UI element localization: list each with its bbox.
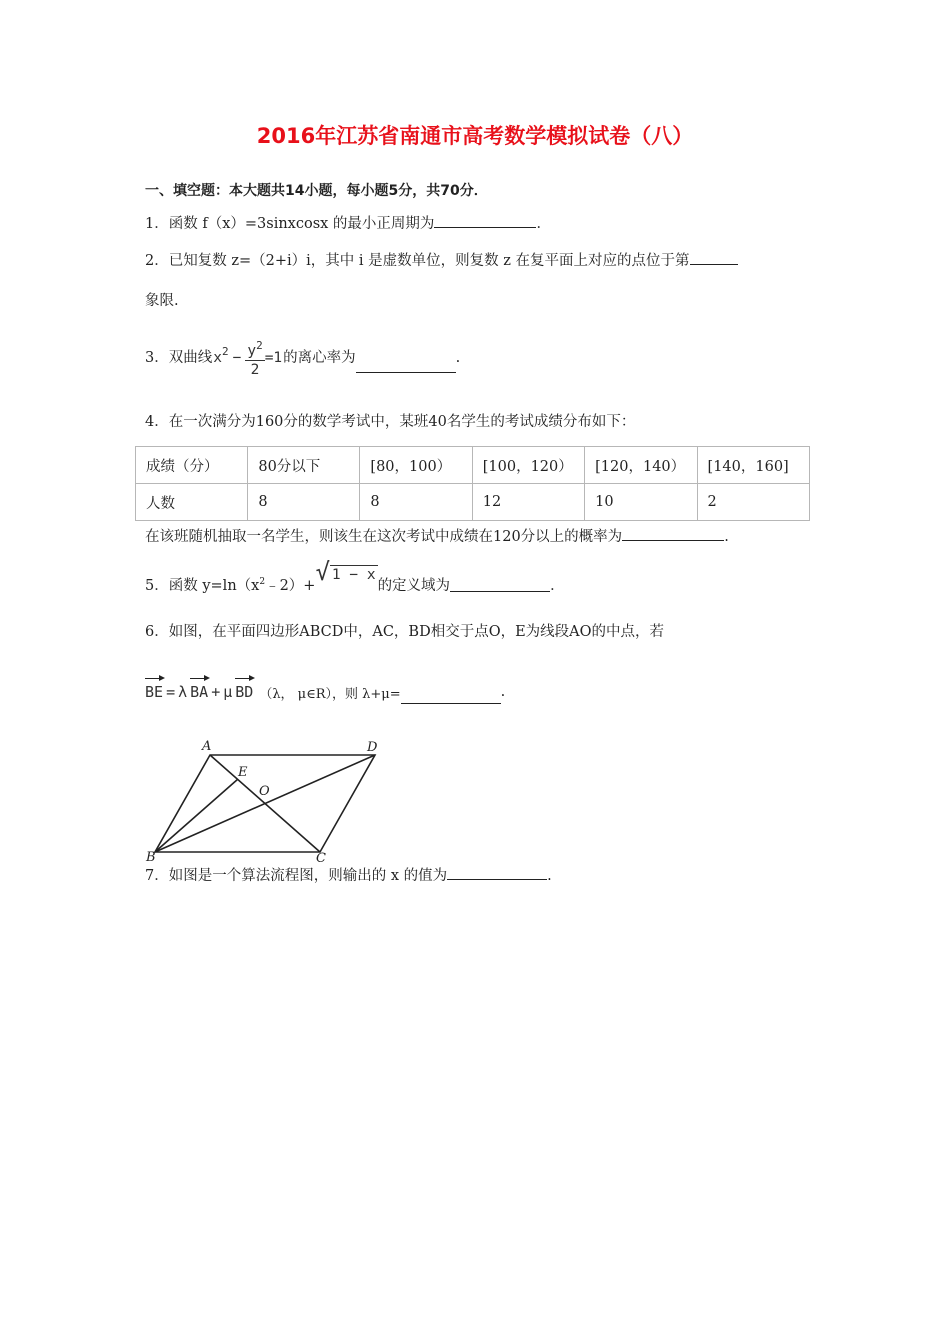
question-3 [145, 336, 460, 380]
period: . [455, 350, 461, 366]
table-cell: 10 [585, 484, 697, 521]
question-6-condition [145, 676, 505, 702]
answer-blank [447, 865, 547, 880]
period: ． [550, 578, 565, 594]
radical-sign: √ [315, 558, 330, 586]
label-c: C [316, 851, 326, 865]
question-text: 如图，在平面四边形ABCD中，AC，BD相交于点O，E为线段AO的中点，若 [168, 624, 665, 640]
period: . [547, 868, 552, 884]
text-part: ﹣2）+ [265, 578, 316, 594]
question-number: 1． [145, 216, 169, 232]
numerator-exponent: 2 [256, 339, 263, 353]
period: . [724, 529, 729, 545]
question-4-followup [145, 526, 729, 547]
table-row [136, 484, 810, 521]
question-text: 在该班随机抽取一名学生，则该生在这次考试中成绩在120分以上的概率为 [145, 529, 623, 545]
period: . [500, 684, 506, 700]
table-cell: 12 [472, 484, 584, 521]
answer-blank [690, 250, 738, 265]
equals-sign: = [166, 683, 176, 701]
exponent: 2 [259, 577, 266, 588]
formula-minus: − [232, 349, 242, 366]
question-text-suffix: 的定义域为 [377, 578, 451, 594]
table-cell: [100，120） [472, 447, 584, 484]
vector-equation [145, 676, 253, 702]
question-2 [145, 250, 738, 271]
question-number: 7． [145, 868, 169, 884]
table-cell: [140，160] [697, 447, 809, 484]
plus-sign: + [211, 683, 221, 701]
question-4 [145, 412, 635, 432]
question-number: 5． [145, 578, 169, 594]
question-6 [145, 622, 664, 642]
answer-blank [434, 213, 536, 228]
label-a: A [202, 739, 212, 754]
formula-x: x [213, 349, 222, 366]
label-b: B [146, 850, 156, 865]
question-number: 3． [145, 350, 169, 366]
table-row [136, 447, 810, 484]
table-cell: 8 [360, 484, 472, 521]
section-header: 一、填空题：本大题共14小题，每小题5分，共70分． [145, 183, 488, 199]
fraction-numerator: y [247, 342, 257, 359]
vector-bd: BD [235, 676, 253, 702]
question-1 [145, 213, 551, 234]
answer-blank [401, 689, 501, 704]
table-cell: [120，140） [585, 447, 697, 484]
answer-blank [356, 358, 456, 373]
question-7 [145, 865, 552, 886]
radicand: 1 − x [331, 567, 376, 583]
question-text-prefix: 双曲线 [168, 350, 213, 366]
segment-be [155, 779, 238, 852]
period: ． [536, 216, 551, 232]
quadrilateral-figure [140, 735, 390, 865]
question-text-suffix: 的离心率为 [283, 350, 356, 366]
answer-blank [622, 526, 724, 541]
text-part: 函数 y=ln（x [168, 578, 260, 594]
condition-text: （λ， μ∈R），则 λ+μ= [259, 687, 401, 702]
table-cell: [80，100） [360, 447, 472, 484]
label-d: D [367, 740, 378, 755]
question-text: 已知复数 z=（2+i）i，其中 i 是虚数单位，则复数 z 在复平面上对应的点位于第 [168, 253, 690, 269]
answer-blank [450, 577, 550, 592]
formula-fraction [245, 337, 264, 379]
table-cell: 80分以下 [248, 447, 360, 484]
diagonal-bd [155, 755, 375, 852]
question-text [169, 572, 316, 596]
mu-symbol: μ [223, 683, 233, 701]
lambda-symbol: λ [178, 683, 188, 701]
question-text: 在一次满分为160分的数学考试中，某班40名学生的考试成绩分布如下： [168, 414, 636, 430]
question-number: 2． [145, 253, 169, 269]
page-title: 2016年江苏省南通市高考数学模拟试卷（八） [256, 124, 694, 148]
label-o: O [259, 784, 270, 799]
label-e: E [238, 765, 248, 780]
table-cell: 8 [248, 484, 360, 521]
table-cell: 成绩（分） [136, 447, 248, 484]
question-number: 4． [145, 414, 169, 430]
table-cell: 人数 [136, 484, 248, 521]
sqrt-formula [315, 560, 377, 584]
question-5 [145, 556, 565, 596]
question-text: 函数 f（x）=3sinxcosx 的最小正周期为 [168, 216, 435, 232]
question-text: 如图是一个算法流程图，则输出的 x 的值为 [168, 868, 448, 884]
formula-exponent: 2 [221, 344, 229, 358]
vector-ba: BA [190, 676, 208, 702]
fraction-denominator: 2 [250, 361, 260, 378]
vector-be: BE [145, 676, 163, 702]
question-2-line-2: 象限. [145, 293, 179, 309]
score-distribution-table [135, 446, 810, 521]
table-cell: 2 [697, 484, 809, 521]
formula-right-side: =1 [264, 349, 283, 366]
question-number: 6． [145, 624, 169, 640]
hyperbola-formula [213, 337, 282, 379]
